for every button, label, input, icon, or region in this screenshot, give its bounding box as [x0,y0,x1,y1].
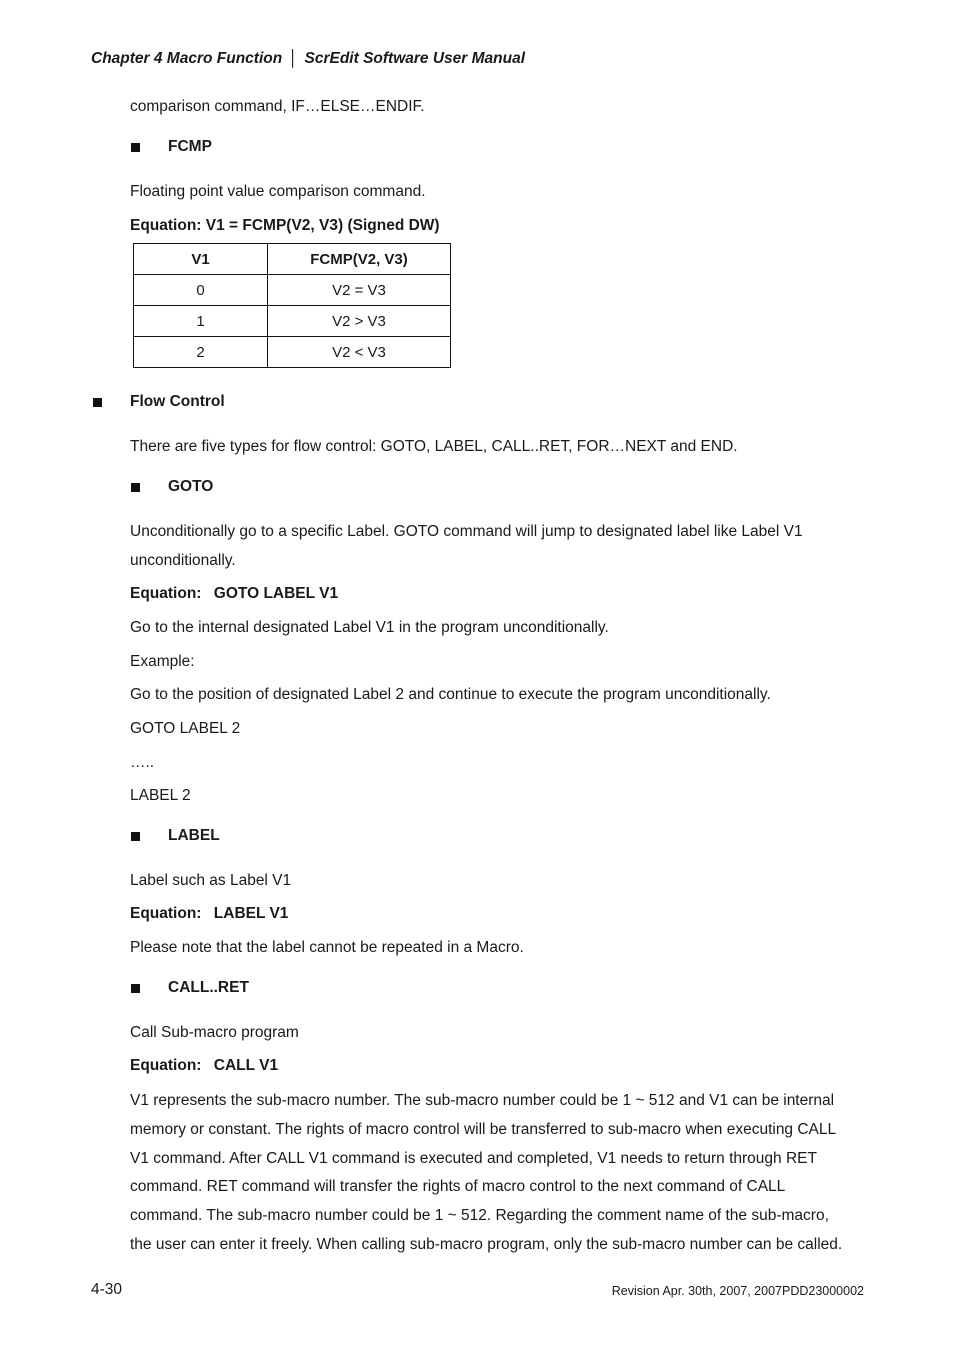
body-line: V1 represents the sub-macro number. The sub-macro number could be 1 ~ 512 and V1 can be internal [130,1092,835,1109]
square-bullet-icon [131,483,140,492]
code-line: ….. [130,754,155,771]
table-header-row [134,244,451,275]
callret-body [130,1087,875,1260]
equation-value: CALL V1 [213,1057,279,1074]
square-bullet-icon [131,832,140,841]
page-number: 4-30 [91,1281,123,1298]
header-separator: │ [288,50,299,67]
table-cell: 1 [134,306,268,337]
flow-control-heading: Flow Control [130,393,225,410]
example-description: Go to the position of designated Label 2 and continue to execute the program unconditionally. [130,686,771,703]
table-cell: V2 < V3 [268,337,451,368]
goto-equation [130,585,338,603]
goto-description-line: unconditionally. [130,552,236,569]
fcmp-equation: Equation: V1 = FCMP(V2, V3) (Signed DW) [130,217,440,234]
table-cell: 2 [134,337,268,368]
table-header-cell: V1 [134,244,268,275]
table-row [134,337,451,368]
code-line: GOTO LABEL 2 [130,720,241,737]
table-row [134,275,451,306]
body-line: command. The sub-macro number could be 1 ~ 512. Regarding the comment name of the sub-macro, [130,1207,829,1225]
body-line: V1 command. After CALL V1 command is executed and completed, V1 needs to return through RET [130,1149,817,1167]
square-bullet-icon [93,398,102,407]
goto-description-line: Unconditionally go to a specific Label. GOTO command will jump to designated label like Label V1 [130,523,803,540]
callret-description: Call Sub-macro program [130,1024,299,1041]
chapter-title: Chapter 4 Macro Function [91,50,283,67]
table-cell: 0 [134,275,268,306]
equation-label: Equation: [130,585,202,602]
fcmp-description: Floating point value comparison command. [130,183,426,200]
fcmp-table [133,243,451,368]
equation-label: Equation: [130,905,202,922]
callret-equation [130,1057,278,1075]
label-heading: LABEL [168,827,220,844]
square-bullet-icon [131,143,140,152]
fcmp-heading: FCMP [168,138,212,155]
revision-text: Revision Apr. 30th, 2007, 2007PDD23000002 [611,1284,864,1298]
example-label: Example: [130,653,195,670]
table-header-cell: FCMP(V2, V3) [268,244,451,275]
label-note: Please note that the label cannot be repeated in a Macro. [130,939,524,956]
body-line: command. RET command will transfer the rights of macro control to the next command of CALL [130,1178,786,1196]
callret-heading: CALL..RET [168,979,249,996]
square-bullet-icon [131,984,140,993]
table-cell: V2 = V3 [268,275,451,306]
equation-value: LABEL V1 [213,905,289,922]
intro-line: comparison command, IF…ELSE…ENDIF. [130,98,425,115]
table-cell: V2 > V3 [268,306,451,337]
flow-control-description: There are five types for flow control: GOTO, LABEL, CALL..RET, FOR…NEXT and END. [130,438,738,455]
equation-value: GOTO LABEL V1 [213,585,339,602]
code-line: LABEL 2 [130,787,191,804]
label-description: Label such as Label V1 [130,872,292,889]
manual-title: ScrEdit Software User Manual [304,50,526,67]
goto-heading: GOTO [168,478,214,495]
equation-label: Equation: [130,1057,202,1074]
label-equation [130,905,288,923]
body-line: memory or constant. The rights of macro control will be transferred to sub-macro when executing CALL [130,1120,837,1138]
table-row [134,306,451,337]
goto-explain: Go to the internal designated Label V1 in the program unconditionally. [130,619,609,636]
page-header [91,50,525,68]
body-line: the user can enter it freely. When calling sub-macro program, only the sub-macro number can be called. [130,1235,843,1253]
